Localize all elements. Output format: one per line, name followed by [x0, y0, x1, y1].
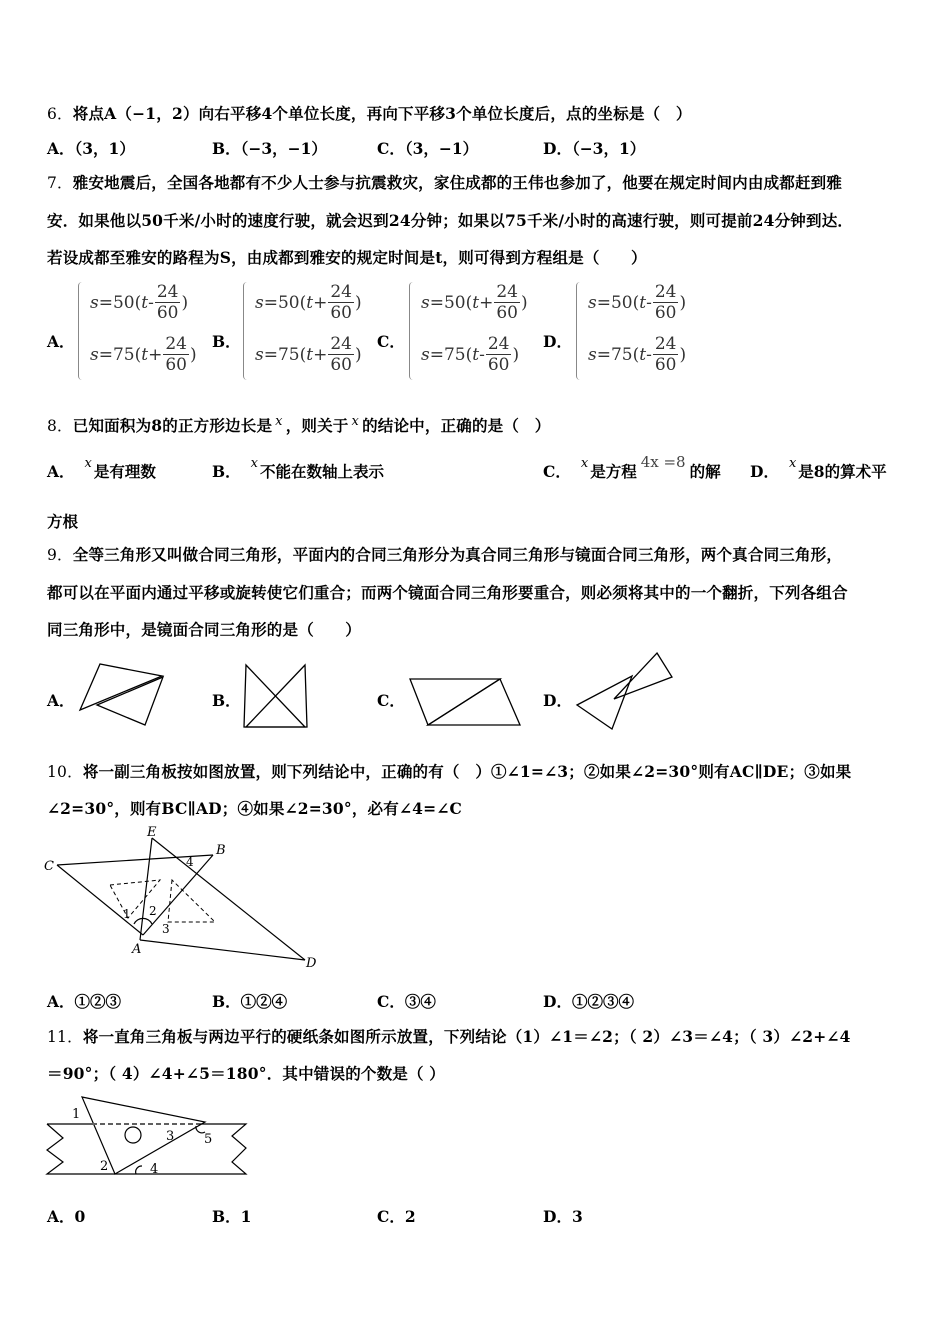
equation-2: s =75( t - $\frac{24}{60}$ ) [588, 334, 687, 375]
q11-hole [125, 1127, 141, 1143]
equation-2: s =75( t + $\frac{24}{60}$ ) [255, 334, 362, 375]
q10-label-angle-3: 3 [162, 922, 170, 936]
variable-x: x [351, 414, 360, 429]
q6-option-b[interactable]: B．（−3，−1） [212, 139, 327, 158]
q11-angle-arc-4 [136, 1166, 142, 1174]
q11-option-c[interactable]: C．2 [377, 1207, 416, 1226]
q11-label-angle-4: 4 [150, 1162, 159, 1177]
q11-stem-line2: ＝90°；（ 4）∠4+∠5＝180°．其中错误的个数是（ ） [47, 1064, 445, 1083]
q10-stem-line2: ∠2=30°，则有BC∥AD；④如果∠2=30°，必有∠4=∠C [47, 799, 463, 818]
q10-label-b: B [216, 843, 226, 858]
q11-number: 11． [47, 1028, 83, 1046]
q6-option-c[interactable]: C．（3，−1） [377, 139, 479, 158]
q11-option-a[interactable]: A．0 [47, 1207, 86, 1226]
q10-option-a[interactable]: A．①②③ [47, 992, 122, 1011]
q9-number: 9． [47, 546, 73, 564]
q6-option-d[interactable]: D．（−3，1） [543, 139, 646, 158]
q9-stem-line2: 都可以在平面内通过平移或旋转使它们重合；而两个镜面合同三角形要重合，则必须将其中的一个翻折，下列各组合 [47, 583, 848, 602]
q6-option-a[interactable]: A．（3，1） [47, 139, 135, 158]
equation-1: s =50( t - $\frac{24}{60}$ ) [90, 282, 189, 323]
variable-x: x [580, 456, 589, 471]
equation-4x-8: 4x =8 [640, 453, 686, 471]
q6-text: 将点A（−1，2）向右平移4个单位长度，再向下平移3个单位长度后，点的坐标是（ ） [72, 104, 692, 123]
q11-label-angle-2: 2 [100, 1159, 109, 1174]
q10-label-e: E [147, 825, 157, 840]
q8-option-c[interactable]: C． $^x$ 是方程 4x =8 的解 [543, 453, 721, 481]
variable-x: x [250, 456, 258, 471]
q7-text-1: 雅安地震后，全国各地都有不少人士参与抗震救灾，家住成都的王伟也参加了，他要在规定时间内由成都赶到雅 [72, 173, 843, 192]
q10-option-b[interactable]: B．①②④ [212, 992, 288, 1011]
q11-label-angle-1: 1 [72, 1107, 81, 1122]
q7-number: 7． [47, 174, 73, 192]
q11-text-1: 将一直角三角板与两边平行的硬纸条如图所示放置，下列结论（1）∠1＝∠2；（ 2）∠3＝∠4；（ 3）∠2+∠4 [82, 1027, 851, 1046]
q7-option-b-label[interactable]: B． [212, 332, 241, 351]
q9-option-d-label[interactable]: D． [543, 691, 572, 710]
q11-label-angle-3: 3 [166, 1129, 175, 1144]
q10-label-d: D [306, 956, 317, 971]
variable-x: x [275, 414, 283, 429]
q11-label-angle-5: 5 [204, 1132, 213, 1147]
q8-text-a: 已知面积为8的正方形边长是 [72, 416, 273, 435]
q10-label-angle-1: 1 [123, 907, 131, 921]
q8-option-a[interactable]: A． $^x$ 是有理数 [47, 456, 156, 481]
q10-label-angle-4: 4 [186, 855, 194, 869]
equation-1: s =50( t + $\frac{24}{60}$ ) [255, 282, 362, 323]
q8-text-b: ，则关于 [285, 416, 349, 435]
q10-option-c[interactable]: C．③④ [377, 992, 436, 1011]
q8-text-c: 的结论中，正确的是（ ） [362, 416, 551, 435]
q9-stem-line3: 同三角形中，是镜面合同三角形的是（ ） [47, 620, 362, 639]
q10-label-angle-2: 2 [149, 904, 157, 918]
equation-2: s =75( t + $\frac{24}{60}$ ) [90, 334, 197, 375]
q8-number: 8． [47, 417, 73, 435]
equation-1: s =50( t + $\frac{24}{60}$ ) [421, 282, 528, 323]
q11-option-b[interactable]: B．1 [212, 1207, 252, 1226]
q7-stem-line2: 安．如果他以50千米/小时的速度行驶，就会迟到24分钟；如果以75千米/小时的高速行驶，则可提前24分钟到达． [47, 211, 854, 230]
q10-number: 10． [47, 763, 83, 781]
equation-1: s =50( t - $\frac{24}{60}$ ) [588, 282, 687, 323]
q7-stem-line3: 若设成都至雅安的路程为S，由成都到雅安的规定时间是t，则可得到方程组是（ ） [47, 248, 647, 267]
q7-option-d-label[interactable]: D． [543, 332, 572, 351]
q8-option-b[interactable]: B． $^x$ 不能在数轴上表示 [212, 456, 384, 481]
q7-option-c-label[interactable]: C． [377, 332, 405, 351]
q9-option-b-label[interactable]: B． [212, 691, 241, 710]
q9-option-c-label[interactable]: C． [377, 691, 405, 710]
q6-number: 6． [47, 105, 73, 123]
q8-option-d-wrap: 方根 [47, 512, 79, 531]
q10-label-c: C [44, 859, 54, 874]
q11-paper-strip [47, 1124, 246, 1174]
q8-option-d[interactable]: D． $^x$ 是8的算术平 [750, 456, 887, 481]
q10-label-a: A [132, 942, 142, 957]
equation-2: s =75( t - $\frac{24}{60}$ ) [421, 334, 520, 375]
q10-text-1: 将一副三角板按如图放置，则下列结论中，正确的有（ ）①∠1=∠3；②如果∠2=30°则有AC∥DE；③如果 [82, 762, 852, 781]
variable-x: x [84, 456, 92, 471]
q7-option-a-label[interactable]: A． [47, 332, 75, 351]
q9-text-1: 全等三角形又叫做合同三角形，平面内的合同三角形分为真合同三角形与镜面合同三角形，两个真合同三角形， [72, 545, 843, 564]
q10-option-d[interactable]: D．①②③④ [543, 992, 634, 1011]
q11-option-d[interactable]: D．3 [543, 1207, 583, 1226]
q9-option-a-label[interactable]: A． [47, 691, 75, 710]
variable-x: x [788, 456, 797, 471]
